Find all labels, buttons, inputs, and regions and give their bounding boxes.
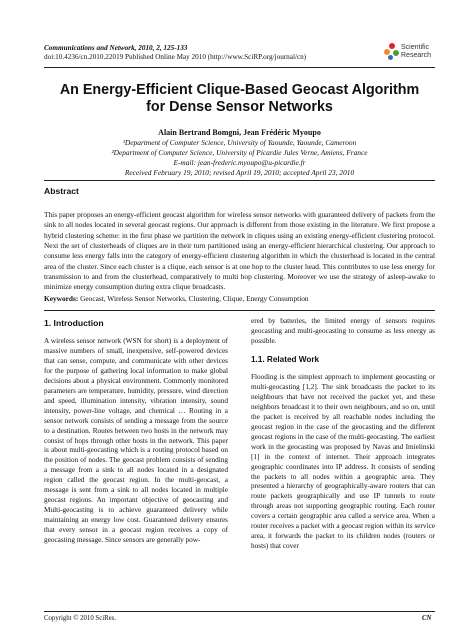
title-line-2: for Dense Sensor Networks <box>146 99 333 115</box>
related-work-paragraph: Flooding is the simplest approach to implement geocasting or multi-geocasting [1,2]. The sink broadcasts the packet to its neighbours that have not received the packet yet, and these neighbors broadcast it to their own neighbours, and so on, until the packet is received by all reachable nodes including the geocast region in the case of the geocasting and the different geocast regions in the case of the multi-geocasting. The earliest work in the geocasting was proposed by Navas and Imielinski [1] in the context of internet. Their approach integrates geographic coordinates into IP address. It consists of sending the packets to all nodes within a geographic area. They presented a hierarchy of geographically-aware routers that can route packets geographically and use IP tunnels to route through areas not supporting geographic routing. Each router covers a certain geographic area called a service area. When a router receives a packet with a geocast region within its service area, it forwards the packet to its children nodes (routers or hosts) that cover <box>251 373 435 551</box>
title-rule <box>44 180 435 181</box>
title-line-1: An Energy-Efficient Clique-Based Geocast Algorithm <box>59 82 420 98</box>
email: E-mail: jean-frederic.myoupo@u-picardie.fr <box>173 158 306 167</box>
header-rule <box>44 67 435 68</box>
related-work-column <box>251 373 435 552</box>
received-dates: Received February 19, 2010; revised April 19, 2010; accepted April 23, 2010 <box>124 168 355 177</box>
authors: Alain Bertrand Bomgni, Jean Frédéric Myoupo <box>158 128 321 137</box>
footer-journal-abbrev: CN <box>422 615 432 622</box>
left-column <box>44 337 228 546</box>
journal-header <box>44 44 306 62</box>
abstract-rule <box>44 310 435 311</box>
intro-paragraph-1: A wireless sensor network (WSN for short) is a deployment of massive numbers of small, inexpensive, self-powered devices that can sense, compute, and communicate with other devices for the purpose of gathering local information to make global decisions about a physical environment. Commonly monitored parameters are temperature, humidity, pressure, wind direction and speed, illumination intensity, vibration intensity, sound intensity, power-line voltage, and chemical … Routing in a sensor network consists of sending a message from the source to a destination. Routes between two hosts in the network may consist of hops through other hosts in the network. This paper is about multi-geocasting which is a routing protocol based on the position of nodes. The geocast problem consists of sending a message from a sink to all nodes located in a designated region called the geocast region. In the multi-geocast, a message is sent from a sink to all nodes located in multiple geocast regions. An important objective of geocasting and Multi-geocasting is to achieve guaranteed delivery while maintaining an energy low cost. Guaranteed delivery ensures that every sensor in a geocast region receives a copy of geocasting message. Since sensors are generally pow- <box>44 337 228 545</box>
keywords-label: Keywords: <box>44 294 79 303</box>
keywords <box>44 294 435 304</box>
doi-line: doi:10.4236/cn.2010.22019 Published Online May 2010 (http://www.SciRP.org/journal/cn) <box>44 53 307 61</box>
intro-paragraph-2: ered by batteries, the limited energy of sensors requires geocasting and multi-geocasting to consume as less energy as possible. <box>251 317 435 345</box>
publisher-logo <box>384 41 444 65</box>
affiliation-1: ¹Department of Computer Science, University of Yaounde, Yaounde, Cameroon <box>122 138 357 147</box>
logo-mark-icon <box>384 43 400 61</box>
abstract-heading: Abstract <box>44 186 79 196</box>
section-1-heading: 1. Introduction <box>44 318 104 328</box>
section-1-1-heading: 1.1. Related Work <box>251 355 320 364</box>
journal-citation: , 2010, 2, 125-133 <box>134 44 188 52</box>
logo-text-line1: Scientific <box>401 44 430 51</box>
right-column <box>251 317 435 347</box>
keywords-text: Geocast, Wireless Sensor Networks, Clustering, Clique, Energy Consumption <box>78 294 309 303</box>
affiliation-2: ²Department of Computer Science, University of Picardie Jules Verne, Amiens, France <box>111 148 368 157</box>
logo-text-line2: Research <box>401 52 431 59</box>
abstract-text: This paper proposes an energy-efficient geocast algorithm for wireless sensor networks with guaranteed delivery of packets from the sink to all nodes located in several geocast regions. Our approach is different from those existing in the literature. We first propose a hybrid clustering scheme: in the first phase we partition the network in cliques using an existing energy-efficient clustering protocol. Next the set of clusterheads of cliques are in their turn partitioned using an energy-efficient hierarchical clustering. Our approach to consume less energy falls into the category of energy-efficient clustering algorithm in which the clusterhead is located in the central area of the cluster. Since each cluster is a clique, each sensor is at one hop to the cluster head. This contributes to use less energy for transmission to and from the clusterhead, comparatively to multi hop clustering. Moreover we use the strategy of asleep-awake to minimize energy consumption during extra clique broadcasts. <box>44 210 435 292</box>
paper-title <box>44 82 435 116</box>
journal-name: Communications and Network <box>44 44 135 52</box>
footer-rule <box>44 611 435 612</box>
footer-copyright: Copyright © 2010 SciRes. <box>44 615 117 622</box>
